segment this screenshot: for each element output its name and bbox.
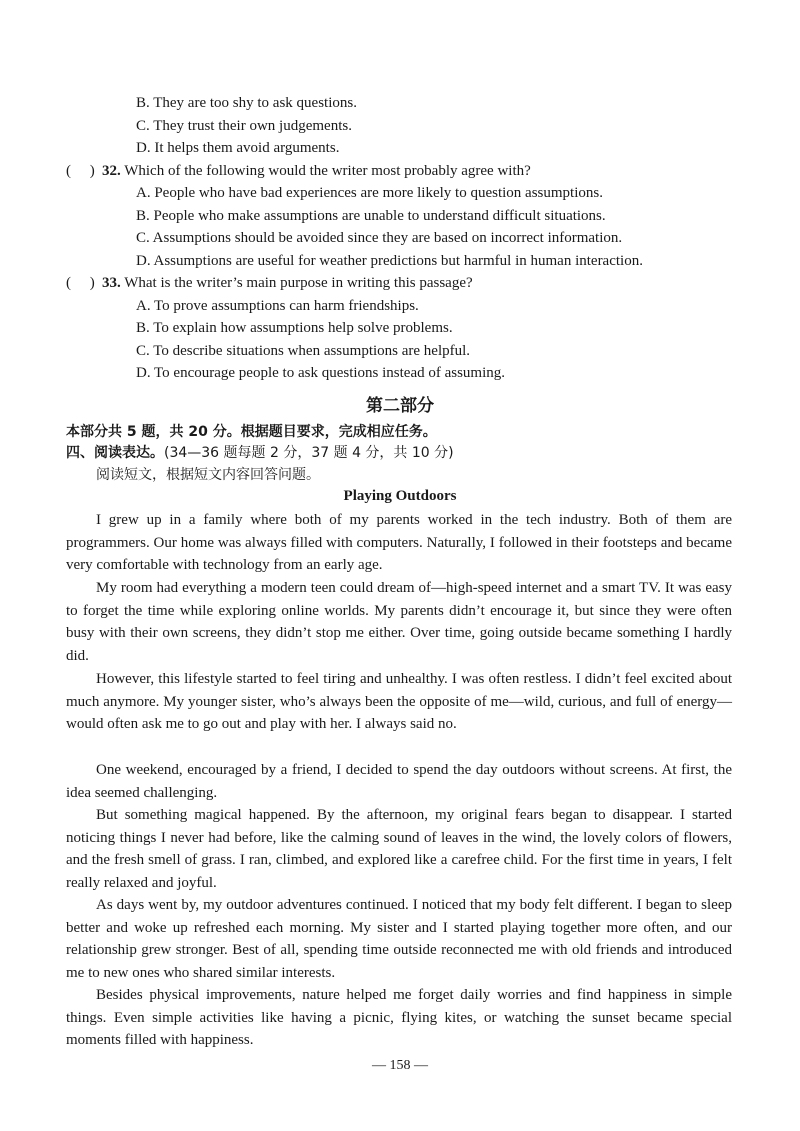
question-number: 33. [102,275,121,291]
passage-paragraph: My room had everything a modern teen could dream of—high-speed internet and a smart TV. It was easy to forget the time while exploring online worlds. My parents didn’t encourage it, but since they were often busy with their own screens, they didn’t stop me either. Over time, going outside became something I hardly did. [66,580,732,664]
section-intro: 本部分共 5 题，共 20 分。根据题目要求，完成相应任务。 [66,424,437,440]
part-four-header [66,443,454,463]
answer-blank[interactable]: ( ) [66,275,95,291]
passage-paragraph: As days went by, my outdoor adventures continued. I noticed that my body felt different. I began to sleep better and woke up refreshed each morning. My sister and I started playing together more often, and our relationship grew stronger. Best of all, spending time outside reconnected me with old friends and introduced me to new ones who shared similar interests. [66,897,732,981]
answer-blank[interactable]: ( ) [66,163,95,179]
q32-option-c: C. Assumptions should be avoided since they are based on incorrect information. [136,230,623,246]
passage-paragraph: Besides physical improvements, nature helped me forget daily worries and find happiness in simple things. Even simple activities like having a picnic, flying kites, or watching the sunset became special moments filled with happiness. [66,987,732,1049]
passage-title: Playing Outdoors [343,488,457,504]
q32-option-b: B. People who make assumptions are unable to understand difficult situations. [136,208,606,224]
passage-paragraph: One weekend, encouraged by a friend, I decided to spend the day outdoors without screens. At first, the idea seemed challenging. [66,762,732,801]
section-heading: 第二部分 [366,396,434,416]
q33-option-d: D. To encourage people to ask questions instead of assuming. [136,365,506,381]
q33-option-c: C. To describe situations when assumptions are helpful. [136,343,471,359]
passage-paragraph: I grew up in a family where both of my parents worked in the tech industry. Both of them are programmers. Our home was always filled with computers. Naturally, I followed in their footsteps and became very comfortable with technology from an early age. [66,512,732,574]
passage-paragraph: But something magical happened. By the afternoon, my original fears began to disappear. I started noticing things I never had before, like the calming sound of leaves in the wind, the lovely colors of flowers, and the fresh smell of grass. I ran, climbed, and explored like a carefree child. For the first time in years, I felt really relaxed and joyful. [66,807,732,891]
q33-option-a: A. To prove assumptions can harm friendships. [136,298,419,314]
question-33 [66,273,473,293]
part-title: 四、阅读表达。 [66,445,164,461]
question-number: 32. [102,163,121,179]
part-scoring: (34—36 题每题 2 分，37 题 4 分，共 10 分) [164,445,454,461]
q31-option-b: B. They are too shy to ask questions. [136,95,357,111]
page-number: — 158 — [372,1058,428,1073]
q31-option-d: D. It helps them avoid arguments. [136,140,340,156]
q32-option-a: A. People who have bad experiences are more likely to question assumptions. [136,185,603,201]
q32-option-d: D. Assumptions are useful for weather predictions but harmful in human interaction. [136,253,643,269]
question-32 [66,161,531,181]
passage-paragraph: However, this lifestyle started to feel tiring and unhealthy. I was often restless. I didn’t feel excited about much anymore. My younger sister, who’s always been the opposite of me—wild, curious, and full of energy—would often ask me to go out and play with her. I always said no. [66,671,732,733]
reading-instruction: 阅读短文，根据短文内容回答问题。 [96,467,320,483]
question-stem: Which of the following would the writer most probably agree with? [124,163,531,179]
q31-option-c: C. They trust their own judgements. [136,118,352,134]
q33-option-b: B. To explain how assumptions help solve problems. [136,320,453,336]
question-stem: What is the writer’s main purpose in writing this passage? [124,275,473,291]
